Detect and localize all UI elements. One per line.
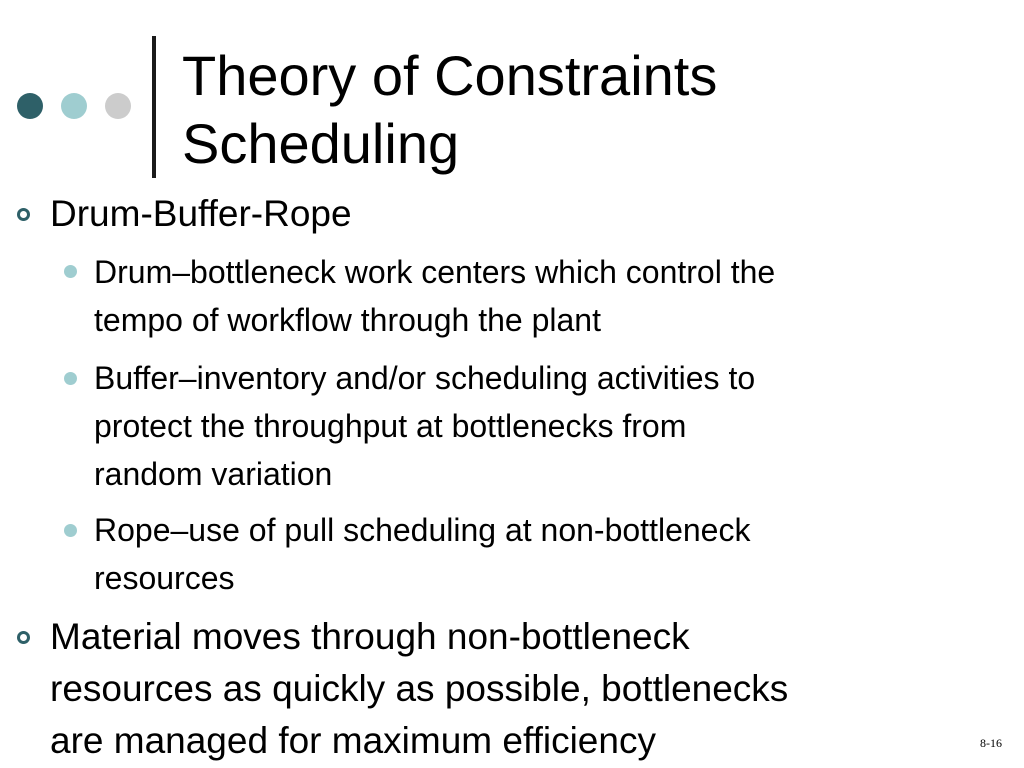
bullet-material-line-1: Material moves through non-bottleneck <box>50 616 690 657</box>
sub-bullet-icon <box>64 372 77 385</box>
dot-light-icon <box>105 93 131 119</box>
sub-bullet-drum-line-2: tempo of workflow through the plant <box>94 302 601 338</box>
bullet-material-moves <box>50 611 788 767</box>
sub-bullet-icon <box>64 524 77 537</box>
bullet-material-line-3: are managed for maximum efficiency <box>50 720 656 761</box>
dot-dark-icon <box>17 93 43 119</box>
slide-title <box>182 42 1002 178</box>
page-number: 8-16 <box>980 736 1002 750</box>
sub-bullet-buffer-line-3: random variation <box>94 456 333 492</box>
sub-bullet-rope-line-1: Rope–use of pull scheduling at non-bottleneck <box>94 512 751 548</box>
sub-bullet-icon <box>64 265 77 278</box>
ring-bullet-icon <box>17 208 30 221</box>
sub-bullet-buffer <box>94 354 755 498</box>
dot-mid-icon <box>61 93 87 119</box>
title-line-1: Theory of Constraints <box>182 44 718 107</box>
sub-bullet-buffer-line-2: protect the throughput at bottlenecks from <box>94 408 687 444</box>
title-line-2: Scheduling <box>182 112 460 175</box>
sub-bullet-drum-line-1: Drum–bottleneck work centers which control the <box>94 254 776 290</box>
sub-bullet-buffer-line-1: Buffer–inventory and/or scheduling activities to <box>94 360 756 396</box>
sub-bullet-rope-line-2: resources <box>94 560 235 596</box>
sub-bullet-drum <box>94 248 775 344</box>
title-divider <box>152 36 156 178</box>
ring-bullet-icon <box>17 631 30 644</box>
sub-bullet-rope <box>94 506 750 602</box>
bullet-drum-buffer-rope: Drum-Buffer-Rope <box>50 193 352 234</box>
bullet-material-line-2: resources as quickly as possible, bottlenecks <box>50 668 789 709</box>
